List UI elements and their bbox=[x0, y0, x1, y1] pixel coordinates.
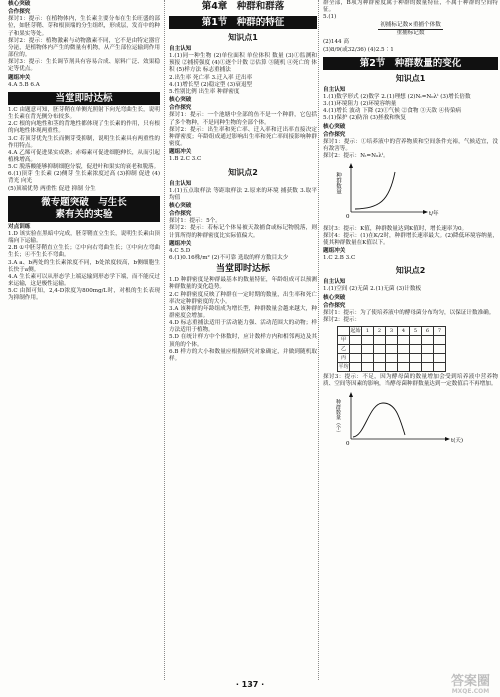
knowledge-point-2-heading: 知识点2 bbox=[228, 167, 258, 177]
knowledge-point-1-heading: 知识点1 bbox=[228, 33, 258, 42]
yeast-population-curve bbox=[353, 403, 405, 437]
col2-kp1-block bbox=[169, 46, 317, 164]
table-cell bbox=[374, 345, 386, 354]
graph2-ylabel: 种群数量（个） bbox=[335, 398, 341, 435]
col3-knowledge-point-1-heading: 知识点1 bbox=[395, 73, 426, 83]
graph2-origin: 0 bbox=[346, 440, 350, 447]
table-cell bbox=[434, 336, 446, 345]
graph1-origin: 0 bbox=[346, 214, 350, 221]
graph1-x-arrow bbox=[423, 210, 428, 214]
col1-tail-line: 1.D 该实验在黑暗中完成，胚芽鞘直立生长，说明生长素由顶端向下运输。 bbox=[8, 230, 160, 245]
col2-kp2-line: 4.C 5.D bbox=[169, 247, 191, 254]
col3-kp1-tail-line: 题组冲关 bbox=[323, 247, 346, 254]
col1-tail-line: 对点训练 bbox=[8, 223, 31, 230]
col1-body-line: 3.C 若顶芽优先生长而侧芽受抑制，说明生长素具有两重性的作用特点。 bbox=[8, 135, 160, 149]
col2-tail-line: 6.B 样方的大小和数量应根据研究对象确定，并做到随机取样。 bbox=[169, 348, 317, 362]
col3-kp1-tail-line: 探讨3：提示：K值，种群数量达到K值时，增长速率为0。 bbox=[323, 225, 468, 232]
section-band-micro-topic bbox=[8, 196, 160, 222]
col1-head-line: 探讨1：提示：在植物体内，生长素主要分布在生长旺盛的部位，如胚芽鞘、芽和根顶端的分生组织，形成层，发育中的种子和果实等处。 bbox=[8, 16, 160, 37]
j-curve-line bbox=[355, 172, 395, 209]
column-right bbox=[318, 0, 498, 680]
col3-kp2-line: 合作探究 bbox=[323, 302, 346, 309]
col3-kp1-tail-block bbox=[323, 226, 498, 263]
col2-tail-line: 4.D 标志重捕法适用于活动能力强、活动范围大的动物；样方法适用于植物。 bbox=[169, 320, 317, 334]
table-cell bbox=[398, 363, 410, 372]
table-cell bbox=[422, 363, 434, 372]
col3-kp2-line: 探讨2：提示： bbox=[323, 317, 361, 324]
col3-knowledge-point-2-heading: 知识点2 bbox=[395, 266, 426, 276]
col3-kp1-line: 合作探究 bbox=[323, 131, 346, 138]
col2-kp2-line: 探讨2：提示：若标记个体易被天敌捕食或标记物脱落，则计算所得的种群密度比实际值偏大。 bbox=[169, 225, 317, 239]
yeast-table-body bbox=[338, 336, 446, 372]
table-corner-cell bbox=[338, 327, 350, 336]
table-cell bbox=[422, 336, 434, 345]
table-header-cell: 5 bbox=[410, 327, 422, 336]
col3-kp2-line: 自主认知 bbox=[323, 279, 346, 286]
col1-body-line: 1.C 由题意可知，胚芽鞘在单侧光照射下向光弯曲生长，说明生长素在背光侧分布较多。 bbox=[8, 106, 160, 121]
table-cell bbox=[350, 345, 362, 354]
col2-kp1-line: 2.出生率 死亡率 3.迁入率 迁出率 bbox=[169, 74, 253, 81]
col1-tail-block bbox=[8, 224, 160, 303]
table-header-cell: 4 bbox=[398, 327, 410, 336]
graph1-y-arrow bbox=[349, 163, 353, 168]
col2-kp1-line: 自主认知 bbox=[169, 46, 192, 52]
col3-after-eq2: (3)8/9(或32/36) (4)2.5∶1 bbox=[323, 46, 394, 53]
col3-kp2-block bbox=[323, 279, 498, 324]
column-left bbox=[8, 0, 160, 680]
col2-tail-block bbox=[169, 277, 317, 363]
section-band-instant-check: 当堂即时达标 bbox=[8, 92, 160, 105]
table-header-cell: 3 bbox=[386, 327, 398, 336]
col2-kp2-block bbox=[169, 181, 317, 263]
col2-kp1-line: 1.(1)同一种生物 (2)单位面积 单位体积 数量 (3)①监测和预报 ②捕捞强度 (4)①逐个计数 ②估算 ③随机 ④死亡的 体积 (5)样方法 标志重捕法 bbox=[169, 53, 317, 74]
table-header-cell: 1 bbox=[362, 327, 374, 336]
col3-table-tail-block bbox=[323, 374, 498, 388]
table-row bbox=[338, 354, 446, 363]
table-cell bbox=[410, 336, 422, 345]
instant-check-heading: 当堂即时达标 bbox=[215, 264, 270, 275]
col2-kp2-line: 题组冲关 bbox=[169, 240, 192, 247]
col1-body-line: 6.(1)顶芽 生长素 (2)侧芽 生长素浓度过高 (3)抑制 促进 (4)背光 向光 bbox=[8, 171, 160, 185]
col3-table-tail-line: 探讨3：提示：不足，因为酵母菌的数量增加会受到培养液中营养物质、空间等因素的影响，当酵母菌种群数量达到一定数值后不再增加。 bbox=[323, 374, 498, 388]
graph2-y-arrow bbox=[349, 392, 353, 397]
table-row-label: 乙 bbox=[338, 345, 350, 354]
col1-body-line: 5.C 脱落酸能够抑制细胞分裂，促进叶和果实的衰老和脱落。 bbox=[8, 164, 160, 171]
col1-tail-line: 3.A a、b两处的生长素浓度不同，b处浓度较高，b侧细胞生长快于a侧。 bbox=[8, 259, 160, 273]
table-cell bbox=[362, 345, 374, 354]
s-curve-graph bbox=[329, 391, 479, 447]
col3-kp1-line: 4.(1)增长 波动 下降 (2)①气候 ②食物 ③天敌 ④传染病 bbox=[323, 108, 462, 115]
col1-body-line: (5)顶端优势 两重性 促进 抑制 分生 bbox=[8, 185, 96, 192]
col2-tail-line: 3.A 该种群的年龄组成为增长型，种群数量会越来越大，种群密度会增加。 bbox=[169, 305, 317, 319]
table-cell bbox=[374, 363, 386, 372]
col1-tail-line: 2.B ①中胚芽鞘直立生长；②中向右弯曲生长；③中向左弯曲生长；④不生长不弯曲。 bbox=[8, 245, 160, 259]
formula-numerator: 初捕标记数×重捕个体数 bbox=[380, 22, 441, 29]
yeast-table-header-row bbox=[338, 327, 446, 336]
yeast-count-table bbox=[337, 326, 446, 372]
table-cell bbox=[386, 336, 398, 345]
col3-kp2-line: 探讨1：提示：为了使培养液中的酵母菌分布均匀，以保证计数准确。 bbox=[323, 309, 495, 316]
j-curve-graph bbox=[329, 162, 449, 220]
table-cell bbox=[434, 363, 446, 372]
table-cell bbox=[386, 345, 398, 354]
formula-fraction bbox=[378, 22, 443, 37]
table-header-cell: 起始 bbox=[350, 327, 361, 334]
table-header-cell: 2 bbox=[374, 327, 386, 336]
column-middle bbox=[164, 0, 317, 680]
col2-kp1-line: 1.B 2.C 3.C bbox=[169, 156, 202, 163]
col3-kp1-line: 探讨2：提示：Nₜ=N₀λᵗ。 bbox=[323, 153, 389, 160]
table-cell bbox=[350, 354, 362, 363]
col2-kp1-line: 题组冲关 bbox=[169, 149, 192, 156]
col3-kp1-line: 3.(1)环境阻力 (2)环境容纳量 bbox=[323, 101, 397, 108]
col3-top-line: 5.(1) bbox=[323, 14, 337, 21]
col2-kp1-line: 探讨2：提示：出生率和死亡率、迁入率和迁出率直接决定种群密度；年龄组成通过影响出生率和死亡率间接影响种群密度。 bbox=[169, 126, 317, 148]
mark-recapture-formula bbox=[323, 22, 498, 37]
col2-kp1-line: 合作探究 bbox=[169, 105, 192, 112]
chapter-title: 第4章 种群和群落 bbox=[201, 1, 285, 12]
col3-kp1-line: 1.(1)数学形式 (2)数学 2.(1)理想 (2)Nₜ=N₀λᵗ (3)增长倍数 bbox=[323, 93, 471, 100]
table-cell bbox=[362, 336, 374, 345]
table-cell bbox=[410, 354, 422, 363]
section-band-population-features: 第1节 种群的特征 bbox=[169, 16, 317, 29]
graph1-xlabel: t/年 bbox=[429, 211, 439, 218]
graph2-xlabel: t(天) bbox=[451, 437, 464, 444]
col3-kp1-block bbox=[323, 87, 498, 161]
table-row bbox=[338, 363, 446, 372]
table-row-label: 丙 bbox=[338, 354, 350, 363]
col3-kp1-tail-line: 1.C 2.B 3.C bbox=[323, 255, 356, 262]
col1-head-line: 探讨3：提示：生长调节剂具有容易合成、原料广泛、效果稳定等优点。 bbox=[8, 59, 160, 73]
table-cell bbox=[374, 336, 386, 345]
col1-head-line: 4.A 5.B 6.A bbox=[8, 81, 40, 88]
col2-kp1-line: 探讨1：提示：一个池塘中全部的鱼不是一个种群，它包括了多个物种，不是同种生物的全部个体。 bbox=[169, 112, 317, 126]
table-cell bbox=[398, 354, 410, 363]
table-cell bbox=[410, 363, 422, 372]
formula-denominator: 重捕标记数 bbox=[396, 30, 425, 37]
col1-body-line: 2.C 根的向地性和茎的背地性都体现了生长素的作用，只有根的向地性体现两重性。 bbox=[8, 121, 160, 135]
graph2-x-arrow bbox=[445, 437, 450, 441]
col3-kp1-line: 5.(1)保护 (2)防治 (3)拯救和恢复 bbox=[323, 115, 407, 122]
table-header-cell: 6 bbox=[422, 327, 434, 336]
col1-head-line: 题组冲关 bbox=[8, 74, 31, 81]
table-cell bbox=[362, 354, 374, 363]
col2-kp2-line: 合作探究 bbox=[169, 211, 192, 218]
table-cell bbox=[398, 345, 410, 354]
table-cell bbox=[422, 354, 434, 363]
table-cell bbox=[410, 345, 422, 354]
table-cell bbox=[350, 363, 362, 372]
col2-kp2-line: 自主认知 bbox=[169, 180, 192, 187]
col3-kp1-line: 核心突破 bbox=[323, 123, 346, 130]
micro-topic-line-2: 素有关的实验 bbox=[55, 208, 113, 220]
table-row-label: 平均 bbox=[338, 363, 349, 370]
table-cell bbox=[398, 336, 410, 345]
table-cell bbox=[350, 336, 362, 345]
col2-kp2-line: 探讨1：提示：5个。 bbox=[169, 218, 221, 225]
graph1-ylabel: 种群数量 bbox=[335, 172, 341, 195]
col3-kp2-line: 1.(1)空间 (2)无菌 2.(1)无菌 (3)计数板 bbox=[323, 286, 422, 293]
table-cell bbox=[386, 363, 398, 372]
col1-tail-line: 4.A 生长素可以从形态学上端运输到形态学下端，而不能反过来运输，这是极性运输。 bbox=[8, 273, 160, 287]
col2-kp1-line: 5.性别比例 出生率 种群密度 bbox=[169, 88, 240, 95]
col1-tail-line: 5.C 由图可知，2,4-D浓度为800mg/L时，对根的生长表现为抑制作用。 bbox=[8, 288, 160, 302]
table-cell bbox=[386, 354, 398, 363]
table-row bbox=[338, 345, 446, 354]
table-header-cell: 7 bbox=[434, 327, 446, 336]
col2-tail-line: 1.D 种群密度是种群最基本的数量特征，年龄组成可以预测种群数量的变化趋势。 bbox=[169, 277, 317, 291]
watermark-main-text: 答案圈 bbox=[450, 674, 490, 689]
col1-body-block bbox=[8, 107, 160, 193]
table-cell bbox=[374, 354, 386, 363]
col1-head-line: 探讨2：提示：植物激素与动物激素不同，它不是由特定器官分泌，是植物体内产生的微量有机物，从产生部位运输到作用部位的。 bbox=[8, 37, 160, 59]
section-band-population-change: 第2节 种群数量的变化 bbox=[323, 57, 498, 70]
col2-kp1-line: 4.(1)增长型 (2)稳定型 (3)衰退型 bbox=[169, 81, 253, 88]
col3-kp2-line: 核心突破 bbox=[323, 294, 346, 301]
col3-kp1-tail-line: 探讨4：提示：(1)在K/2时，种群增长速率最大。(2)降低环境容纳量，使其种群数量在K值以下。 bbox=[323, 232, 498, 246]
table-cell bbox=[362, 363, 374, 372]
watermark-sub-text: MXQE.COM bbox=[451, 688, 490, 695]
micro-topic-line-1: 微专题突破 与生长 bbox=[41, 196, 127, 208]
col2-kp2-line: 6.(1)0.16株/m² (2)不可靠 选取的样方数目太少 bbox=[169, 255, 289, 262]
col1-head-line: 合作探究 bbox=[8, 9, 31, 16]
col3-kp1-line: 自主认知 bbox=[323, 86, 346, 93]
table-cell bbox=[422, 345, 434, 354]
table-row bbox=[338, 336, 446, 345]
col3-kp1-line: 探讨1：提示：①培养液中的营养物质和空间条件充裕，气候适宜，没有敌害等。 bbox=[323, 138, 498, 153]
col2-kp2-line: 核心突破 bbox=[169, 202, 192, 209]
col2-tail-line: 5.D 在统计样方中个体数时，应计数样方内和相邻两边及其顶角的个体。 bbox=[169, 334, 317, 348]
table-row-label: 甲 bbox=[338, 336, 350, 345]
col1-head-line: 核心突破 bbox=[8, 1, 31, 7]
table-cell bbox=[434, 354, 446, 363]
col2-kp2-line: 1.(1)五点取样法 等距取样法 2.原来的环境 捕获数 3.取平均值 bbox=[169, 187, 317, 201]
page-number: · 137 · bbox=[235, 680, 265, 689]
col3-top-line: 群全部，B项为种群密度属于种群的数量特征，不属于种群的空间特征。 bbox=[323, 0, 498, 14]
col1-body-line: 4.A 乙烯可促进果实成熟；赤霉素可促进细胞伸长，从而引起植株增高。 bbox=[8, 149, 160, 163]
col2-kp1-line: 核心突破 bbox=[169, 97, 192, 104]
col2-tail-line: 2.C 种群密度反映了种群在一定时期的数量，出生率和死亡率决定种群密度的大小。 bbox=[169, 291, 317, 305]
watermark-logo bbox=[451, 675, 490, 695]
col1-head-block bbox=[8, 1, 160, 89]
col3-after-eq: (2)144 高 bbox=[323, 39, 349, 46]
col3-top-block bbox=[323, 0, 498, 21]
table-cell bbox=[434, 345, 446, 354]
